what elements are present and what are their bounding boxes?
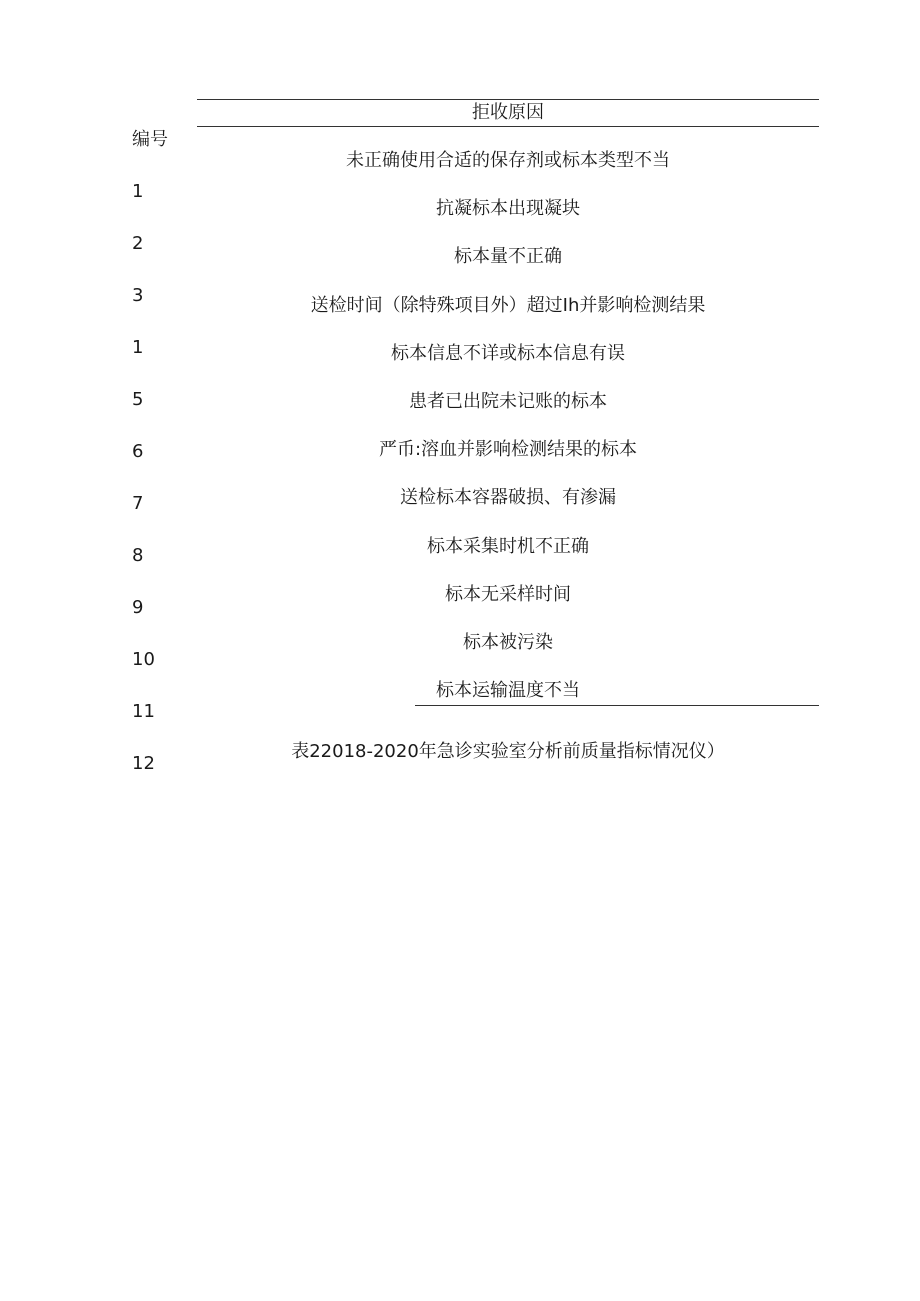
- row-number: 8: [132, 545, 144, 566]
- table-header-rule: [197, 126, 819, 127]
- number-column: [132, 124, 192, 800]
- rejection-reason: 标本被污染: [463, 631, 553, 653]
- rejection-reason: 标本信息不详或标本信息有误: [391, 342, 625, 364]
- row-number: 2: [132, 233, 144, 254]
- rejection-reason: 标本无采样时间: [445, 583, 571, 605]
- rejection-reason: 严币:溶血并影响检测结果的标本: [378, 439, 638, 461]
- row-number: 3: [132, 285, 144, 306]
- row-number: 1: [132, 181, 144, 202]
- rejection-reason: 抗凝标本出现凝块: [436, 198, 580, 220]
- table-caption: 表22018-2020年急诊实验室分析前质量指标情况仪）: [291, 741, 725, 762]
- rejection-reason: 送检标本容器破损、有渗漏: [400, 487, 616, 509]
- rejection-reason: 标本采集时机不正确: [427, 535, 589, 557]
- row-number: 6: [132, 441, 144, 462]
- rejection-reason: 未正确使用合适的保存剂或标本类型不当: [346, 150, 670, 171]
- rejection-reason: 送检时间（除特殊项目外）超过Ih并影响检测结果: [310, 294, 706, 316]
- row-number: 12: [132, 753, 155, 774]
- table-bottom-rule: [415, 705, 819, 706]
- row-number: 11: [132, 701, 155, 722]
- reason-column-header: 拒收原因: [472, 102, 544, 123]
- number-column-header: 编号: [132, 129, 168, 150]
- row-number: 9: [132, 597, 144, 618]
- rejection-reason: 标本量不正确: [454, 246, 562, 268]
- row-number: 5: [132, 389, 144, 410]
- reason-column: [197, 145, 819, 723]
- rejection-reason: 患者已出院未记账的标本: [409, 390, 607, 412]
- row-number: 1: [132, 337, 144, 358]
- rejection-reason: 标本运输温度不当: [436, 680, 580, 702]
- row-number: 10: [132, 649, 155, 670]
- row-number: 7: [132, 493, 144, 514]
